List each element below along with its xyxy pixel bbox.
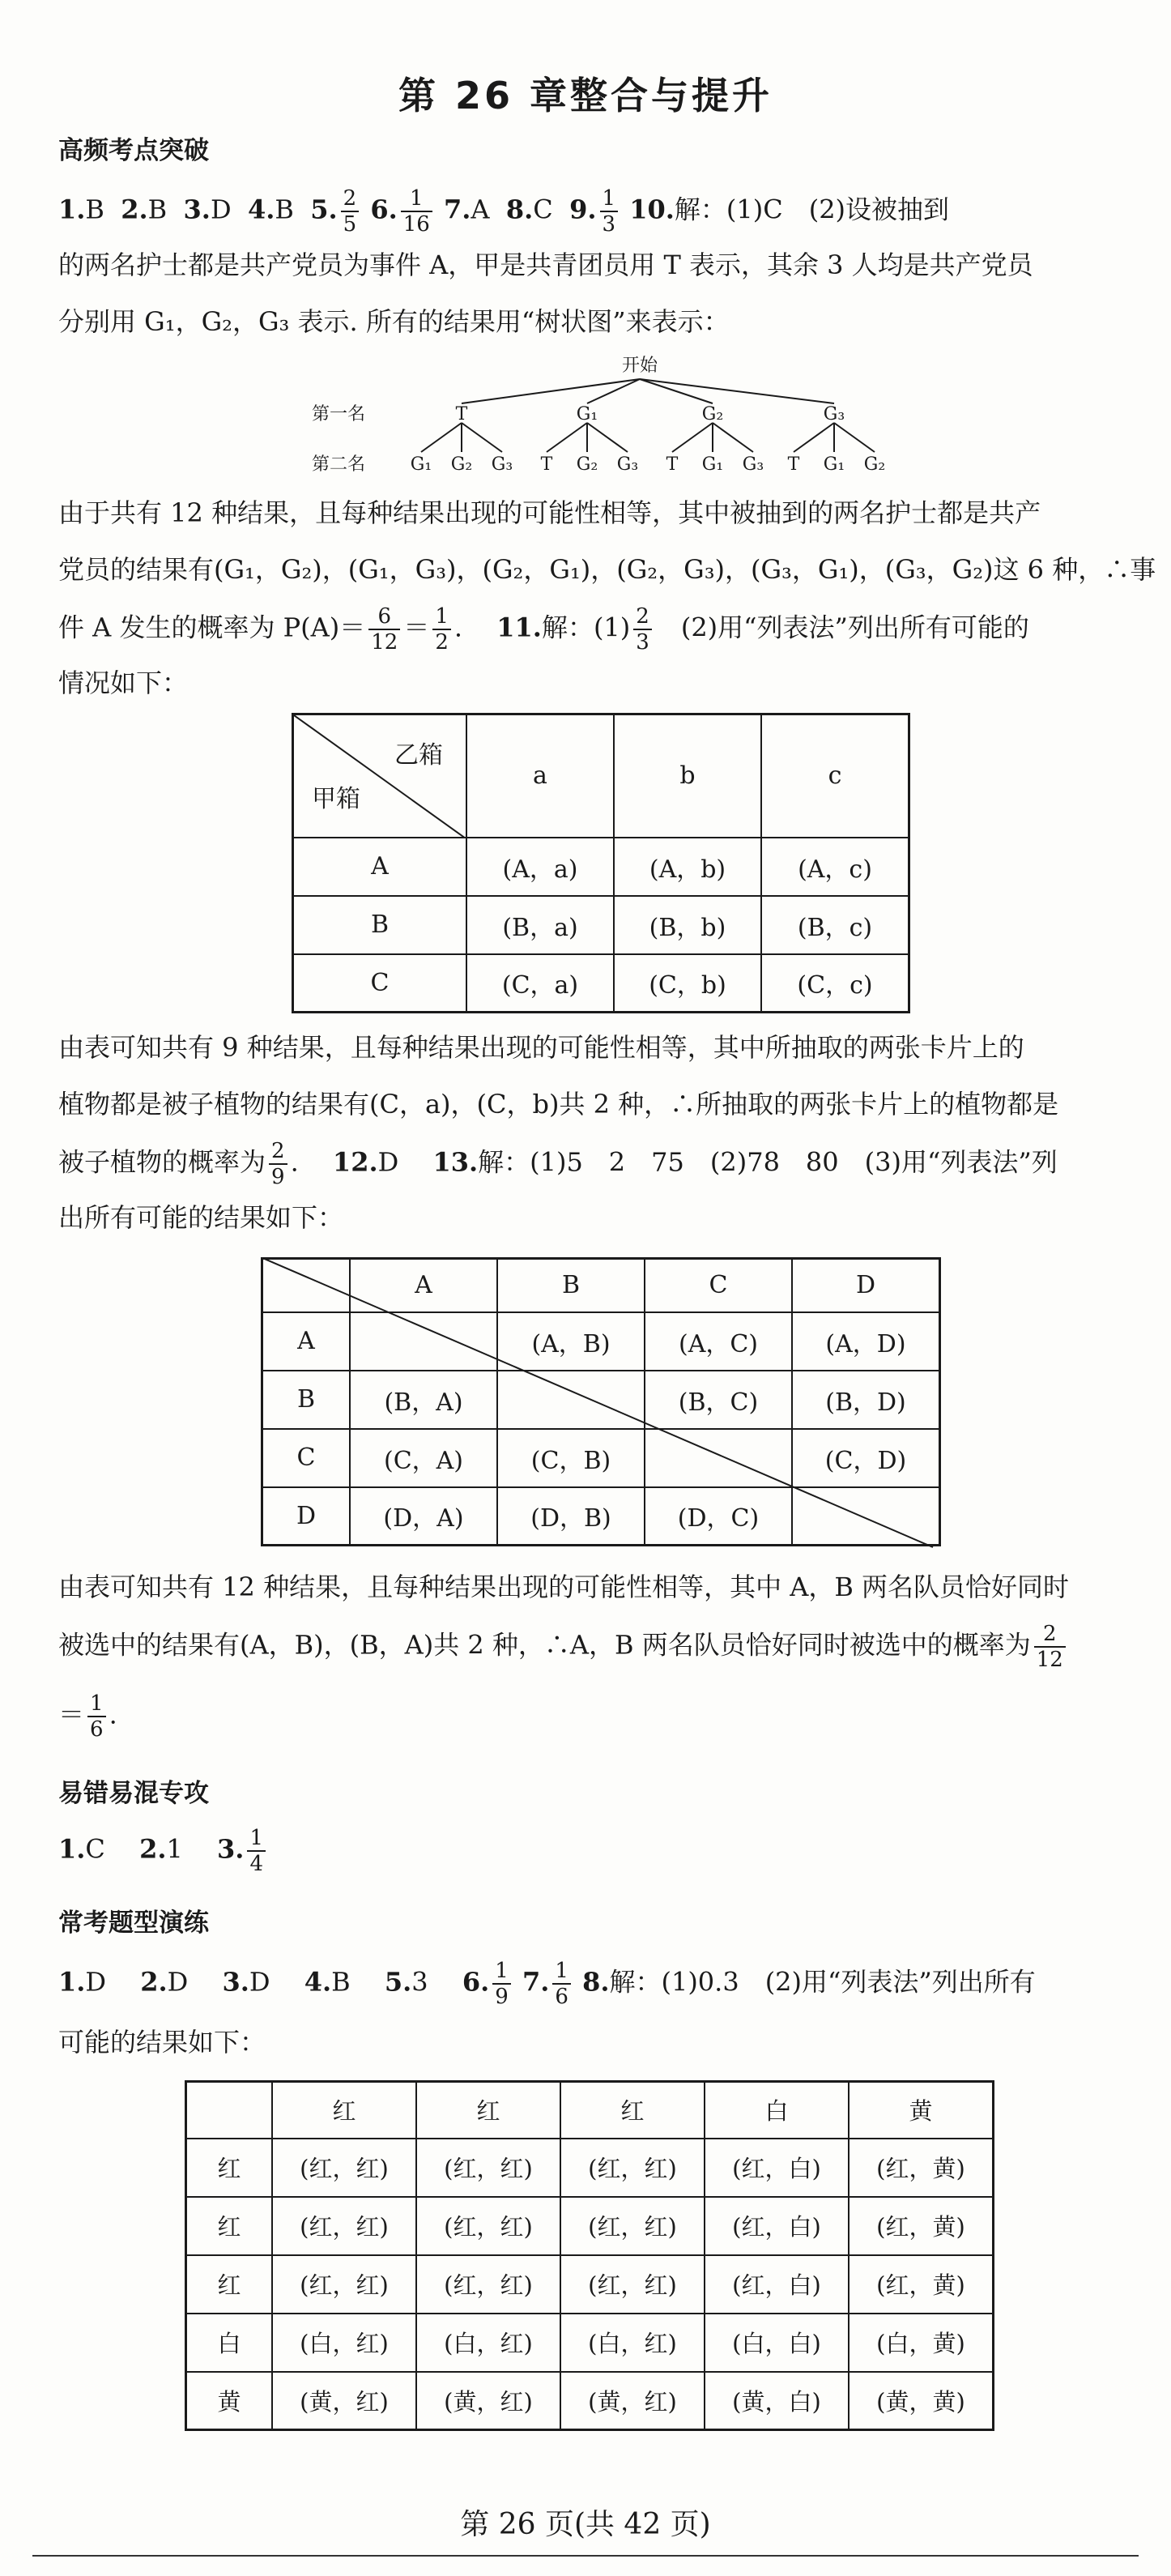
denominator: 6 [90,1717,104,1742]
table-cell: (B，D) [792,1371,940,1429]
fraction [87,1693,106,1740]
fraction [269,1141,287,1188]
table-cell: (红，白) [705,2139,849,2197]
answer-text: 解：(1)0.3 (2)用“列表法”列出所有 [609,1966,1036,1998]
tree-leaf: G₃ [742,454,764,475]
q-number: 8. [582,1966,610,1998]
text-line: 情况如下： [58,667,189,698]
tree-level2-label: 第二名 [311,454,366,475]
fraction [401,188,432,235]
tree-level1-label: 第一名 [311,404,366,424]
table-cell: (红，红) [560,2139,705,2197]
table-cell: (黄，红) [272,2372,416,2430]
numerator: 1 [600,188,619,212]
denominator: 12 [371,630,398,655]
answer: D [377,1146,425,1178]
row-header: A [262,1312,351,1371]
table-cell: (D，C) [645,1487,792,1546]
text: 被选中的结果有(A，B)，(B，A)共 2 种，∴A，B 两名队员恰好同时被选中的概率为 [58,1629,1031,1661]
table-cell: (黄，红) [416,2372,560,2430]
answer: D [210,194,232,225]
numerator: 2 [1034,1623,1066,1648]
table-cell: (B，b) [614,896,761,954]
table-cell: (红，红) [560,2255,705,2314]
q-number: 9. [569,194,597,225]
numerator: 1 [401,188,432,212]
text: 解：(1)5 2 75 (2)78 80 (3)用“列表法”列 [478,1146,1058,1178]
tree-root: 开始 [621,356,658,376]
table-row [186,2139,994,2197]
text-line: 由表可知共有 12 种结果，且每种结果出现的可能性相等，其中 A，B 两名队员恰好同时 [58,1572,1070,1602]
fraction [1034,1623,1066,1670]
text: . [453,612,489,643]
answer: B [147,194,168,225]
table-cell: (红，黄) [849,2255,994,2314]
q-number: 12. [332,1146,378,1178]
answer-line-1 [58,188,1119,235]
table-cell: (C，b) [614,954,761,1013]
answer: B [85,194,104,225]
q-number: 2. [140,1966,168,1998]
numerator: 1 [432,606,451,630]
text: ＝ [58,1699,85,1730]
table-cell: (D，B) [497,1487,645,1546]
page-footer: 第 26 页(共 42 页) [460,2508,711,2541]
table-cell: (红，黄) [849,2197,994,2255]
denominator: 5 [343,212,357,237]
page-title: 第 26 章整合与提升 [398,74,773,117]
section-heading-practice: 常考题型演练 [58,1909,209,1938]
column-header: a [466,714,614,838]
text: (2)用“列表法”列出所有可能的 [654,612,1029,643]
table-cell: (A，C) [645,1312,792,1371]
table-cell: (C，B) [497,1429,645,1487]
denominator: 9 [271,1165,285,1189]
row-header: A [293,838,467,896]
table-cell: (白，红) [416,2314,560,2372]
table-cell: (A，D) [792,1312,940,1371]
table-diagonal-line [261,1257,935,1549]
numerator: 2 [633,606,652,630]
q-number: 3. [217,1833,245,1865]
section-heading-errors: 易错易混专攻 [58,1779,209,1808]
table-cell: (白，白) [705,2314,849,2372]
table-cell: (白，红) [560,2314,705,2372]
table-cell: (红，红) [416,2139,560,2197]
tree-node: G₃ [823,404,845,424]
q-number: 7. [444,194,471,225]
table-row [186,2314,994,2372]
answer: 3 [411,1966,454,1998]
text-line: 可能的结果如下： [58,2027,266,2058]
column-header: b [614,714,761,838]
numerator: 1 [552,1960,571,1985]
text-line: 由表可知共有 9 种结果，且每种结果出现的可能性相等，其中所抽取的两张卡片上的 [58,1032,1024,1063]
text-line: 党员的结果有(G₁，G₂)，(G₁，G₃)，(G₂，G₁)，(G₂，G₃)，(G₃，G₁)，(G₃，G₂)这 6 种，∴事 [58,554,1156,585]
fraction [552,1960,571,2007]
table-cell: (C，a) [466,954,614,1013]
column-header: 红 [560,2082,705,2139]
q-number: 7. [522,1966,550,1998]
table-corner-cell [186,2082,273,2139]
q-number: 1. [58,1966,86,1998]
answer-line [58,1693,1119,1740]
denominator: 12 [1036,1648,1063,1672]
answer-line [58,1960,1119,2007]
tree-leaf: G₂ [576,454,598,475]
q-number: 6. [462,1966,490,1998]
numerator: 2 [269,1141,287,1165]
table-cell: (A，B) [497,1312,645,1371]
table-cell: (B，a) [466,896,614,954]
denominator: 2 [435,630,449,655]
row-header: 白 [186,2314,273,2372]
fraction [492,1960,511,2007]
q-number: 10. [629,194,675,225]
column-header: 红 [272,2082,416,2139]
table-cell: (红，白) [705,2197,849,2255]
answer-line [58,1623,1119,1670]
fraction [633,606,652,653]
tree-node: T [455,404,468,424]
table-cell: (A，b) [614,838,761,896]
table-cell: (黄，红) [560,2372,705,2430]
column-header: A [350,1259,497,1312]
answer: A [471,194,490,225]
column-header: c [761,714,909,838]
text: ＝ [403,612,430,643]
section-heading-frequent: 高频考点突破 [58,136,209,165]
text: 件 A 发生的概率为 P(A)＝ [58,612,366,643]
numerator: 1 [492,1960,511,1985]
table-cell: (红，红) [560,2197,705,2255]
fraction [432,606,451,653]
column-header: 白 [705,2082,849,2139]
tree-leaf: T [787,454,800,475]
denominator: 3 [636,630,649,655]
table-cell: (A，a) [466,838,614,896]
q-number: 8. [505,194,534,225]
numerator: 1 [247,1828,266,1852]
row-header: 红 [186,2139,273,2197]
row-header: C [262,1429,351,1487]
footer-divider [32,2555,1139,2557]
table-cell: (B，A) [350,1371,497,1429]
tree-leaf: G₁ [823,454,845,475]
row-header: B [293,896,467,954]
table-cell: (C，c) [761,954,909,1013]
row-header: D [262,1487,351,1546]
table-box-cards [292,713,910,1013]
row-header: C [293,954,467,1013]
table-cell: (B，C) [645,1371,792,1429]
answer-line [58,1141,1119,1188]
table-cell: (C，D) [792,1429,940,1487]
tree-leaf: G₂ [863,454,886,475]
table-row [186,2372,994,2430]
denominator: 6 [555,1985,568,2009]
q-number: 11. [496,612,542,643]
q-number: 3. [183,194,211,225]
table-color-balls [185,2080,994,2431]
answer-text: 解：(1)C (2)设被抽到 [674,194,950,225]
table-cell: (D，A) [350,1487,497,1546]
text: 被子植物的概率为 [58,1146,266,1178]
text-line: 分别用 G₁，G₂，G₃ 表示. 所有的结果用“树状图”来表示： [58,306,730,337]
tree-node: G₂ [701,404,724,424]
table-cell: (红，红) [416,2197,560,2255]
numerator: 2 [341,188,360,212]
table-row [293,954,909,1013]
column-header: B [497,1259,645,1312]
answer-line [58,606,1119,653]
fraction [341,188,360,235]
table-cell: (红，白) [705,2255,849,2314]
column-header: 黄 [849,2082,994,2139]
row-header: 红 [186,2255,273,2314]
answer: 1 [166,1833,209,1865]
corner-top-label: 乙箱 [394,741,443,770]
answer: C [85,1833,131,1865]
table-cell: (红，红) [272,2197,416,2255]
q-number: 3. [222,1966,249,1998]
table-cell: (B，c) [761,896,909,954]
table-cell: (C，A) [350,1429,497,1487]
row-header: B [262,1371,351,1429]
q-number: 4. [247,194,275,225]
answer: D [167,1966,215,1998]
text-line: 植物都是被子植物的结果有(C，a)，(C，b)共 2 种，∴所抽取的两张卡片上的植物都是 [58,1089,1059,1120]
column-header: D [792,1259,940,1312]
table-row [293,896,909,954]
answer: D [85,1966,133,1998]
table-cell: (白，红) [272,2314,416,2372]
q-number: 13. [432,1146,479,1178]
text: . [290,1146,325,1178]
table-row [293,838,909,896]
tree-leaf: G₃ [616,454,639,475]
q-number: 5. [310,194,338,225]
row-header: 黄 [186,2372,273,2430]
column-header: C [645,1259,792,1312]
table-corner-cell [293,714,467,838]
answer: B [331,1966,377,1998]
text-line: 的两名护士都是共产党员为事件 A，甲是共青团员用 T 表示，其余 3 人均是共产党员 [58,249,1033,280]
q-number: 1. [58,194,86,225]
denominator: 4 [249,1852,263,1876]
tree-leaf: G₃ [491,454,513,475]
table-cell: (红，红) [272,2255,416,2314]
table-cell: (白，黄) [849,2314,994,2372]
diagonal-line [294,715,466,838]
numerator: 1 [87,1693,106,1717]
denominator: 9 [495,1985,509,2009]
table-row [186,2255,994,2314]
table-cell: (黄，黄) [849,2372,994,2430]
tree-leaf: G₂ [450,454,473,475]
q-number: 2. [121,194,148,225]
row-header: 红 [186,2197,273,2255]
tree-leaf: G₁ [410,454,432,475]
fraction [247,1828,266,1874]
column-header: 红 [416,2082,560,2139]
text: . [109,1699,117,1730]
table-cell: (A，c) [761,838,909,896]
text-line: 由于共有 12 种结果，且每种结果出现的可能性相等，其中被抽到的两名护士都是共产 [58,497,1041,528]
answer: D [249,1966,296,1998]
table-cell: (红，黄) [849,2139,994,2197]
answer-line [58,1828,1119,1874]
q-number: 4. [304,1966,332,1998]
corner-bottom-label: 甲箱 [312,784,360,813]
tree-node: G₁ [576,404,598,424]
answer: B [275,194,294,225]
table-cell: (红，红) [272,2139,416,2197]
table-cell: (黄，白) [705,2372,849,2430]
q-number: 6. [370,194,398,225]
q-number: 5. [384,1966,412,1998]
q-number: 2. [139,1833,167,1865]
tree-branches [421,379,875,452]
q-number: 1. [58,1833,86,1865]
table-row [186,2197,994,2255]
denominator: 3 [602,212,616,237]
tree-leaf: T [666,454,679,475]
text-line: 出所有可能的结果如下： [58,1202,344,1233]
fraction [368,606,400,653]
table-cell: (红，红) [416,2255,560,2314]
tree-leaf: T [540,454,553,475]
answer: C [533,194,553,225]
text: 解：(1) [541,612,631,643]
tree-leaf: G₁ [701,454,724,475]
denominator: 16 [402,212,430,237]
fraction [600,188,619,235]
numerator: 6 [368,606,400,630]
tree-diagram [308,348,891,486]
